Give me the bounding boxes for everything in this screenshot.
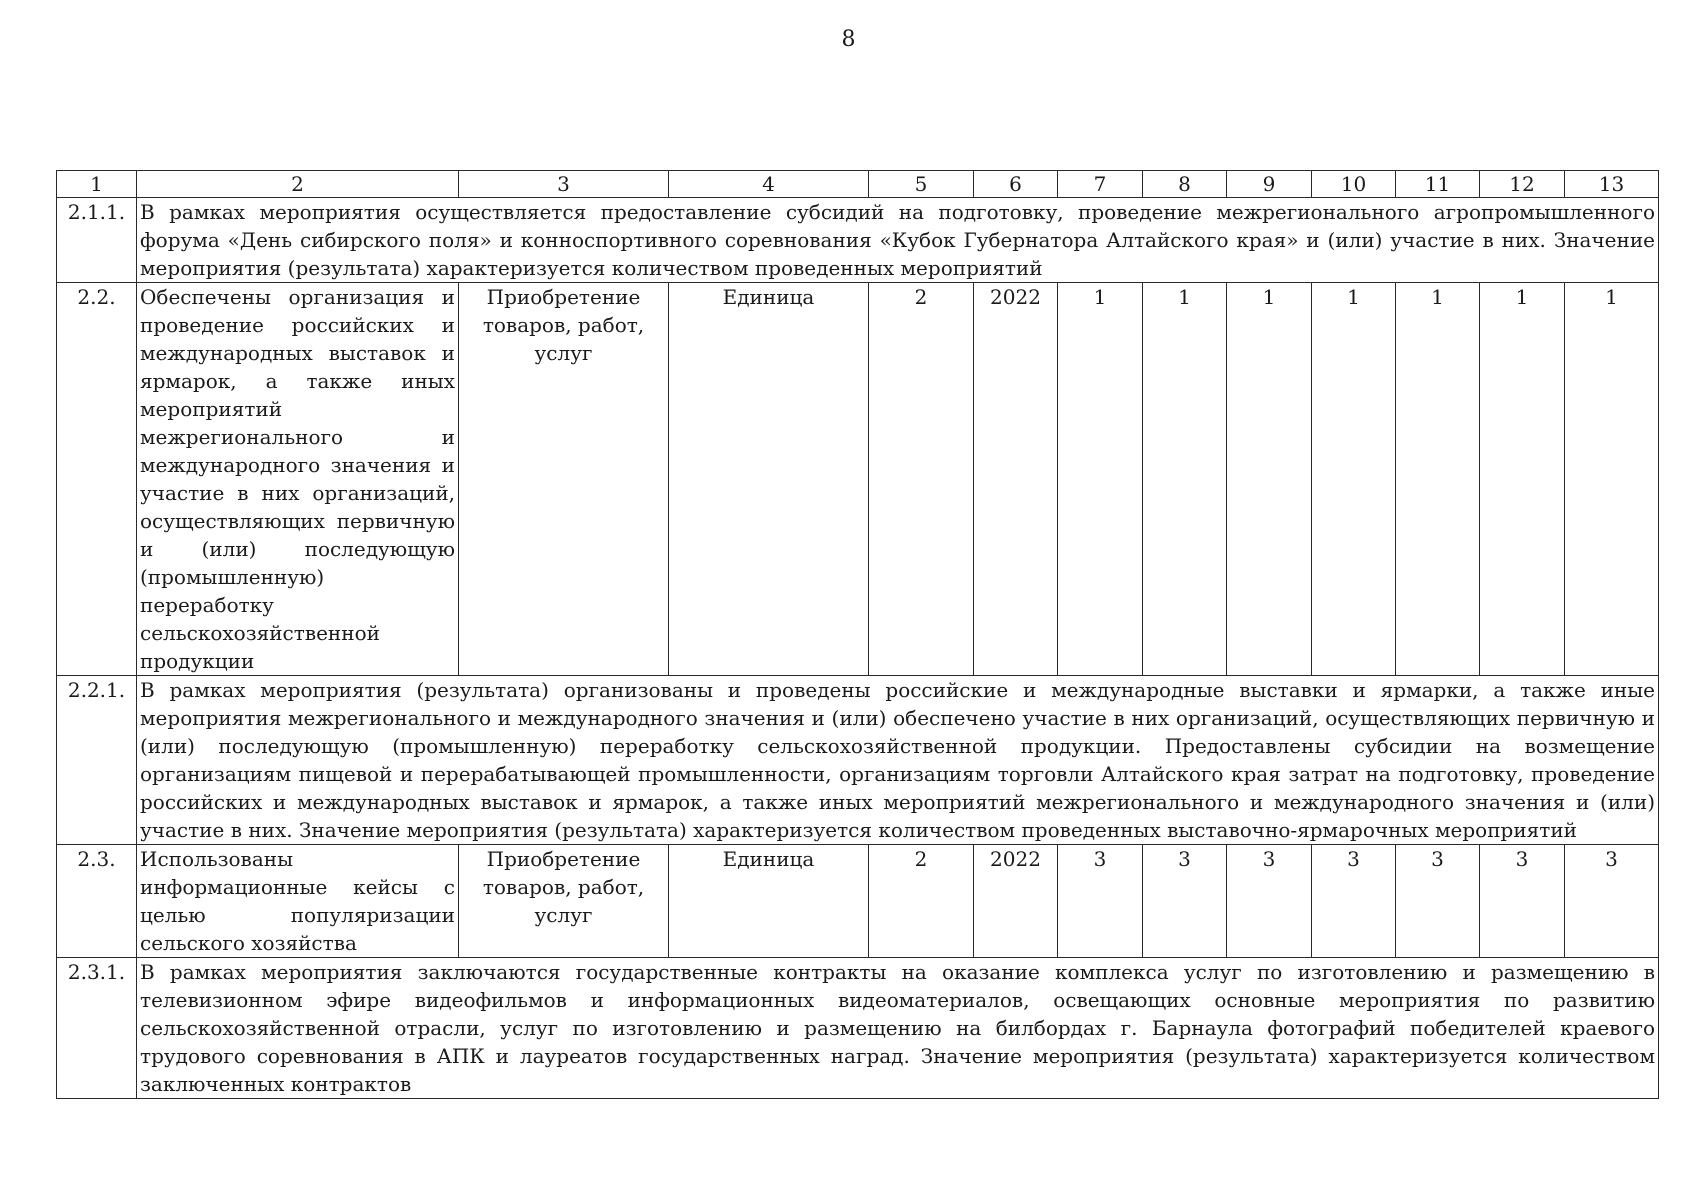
value-cell: 1 — [1227, 283, 1312, 676]
table-header-row — [57, 171, 1659, 198]
value-cell: 3 — [1565, 845, 1659, 958]
header-cell: 9 — [1227, 171, 1312, 198]
row-code: 2.2.1. — [57, 676, 137, 845]
year-cell: 2022 — [974, 845, 1058, 958]
value-cell: 3 — [1480, 845, 1565, 958]
value-cell: 1 — [1058, 283, 1143, 676]
measure-type: Приобретение товаров, работ, услуг — [459, 845, 669, 958]
value-cell: 3 — [1227, 845, 1312, 958]
value-cell: 2 — [869, 283, 974, 676]
row-description: В рамках мероприятия (результата) организованы и проведены российские и международные выставки и ярмарки, а также иные мероприятия межрегионального и международного значения и (или) обеспечено участие в них организаций, осуществляющих первичную и (или) последующую (промышленную) переработку сельскохозяйственной продукции. Предоставлены субсидии на возмещение организациям пищевой и перерабатывающей промышленности, организациям торговли Алтайского края затрат на подготовку, проведение российских и международных выставок и ярмарок, а также иных мероприятий межрегионального и международного значения и (или) участие в них. Значение мероприятия (результата) характеризуется количеством проведенных выставочно-ярмарочных мероприятий — [137, 676, 1659, 845]
page-number: 8 — [841, 27, 856, 52]
row-description: В рамках мероприятия заключаются государственные контракты на оказание комплекса услуг по изготовлению и размещению в телевизионном эфире видеофильмов и информационных видеоматериалов, освещающих основные мероприятия по развитию сельскохозяйственной отрасли, услуг по изготовлению и размещению на билбордах г. Барнаула фотографий победителей краевого трудового соревнования в АПК и лауреатов государственных наград. Значение мероприятия (результата) характеризуется количеством заключенных контрактов — [137, 958, 1659, 1099]
header-cell: 8 — [1143, 171, 1227, 198]
measure-unit: Единица — [669, 283, 869, 676]
header-cell: 2 — [137, 171, 459, 198]
header-cell: 13 — [1565, 171, 1659, 198]
measure-name: Обеспечены организация и проведение российских и международных выставок и ярмарок, а также иных мероприятий межрегионального и международного значения и участие в них организаций, осуществляющих первичную и (или) последующую (промышленную) переработку сельскохозяйственной продукции — [137, 283, 459, 676]
value-cell: 3 — [1143, 845, 1227, 958]
table-row — [57, 958, 1659, 1099]
row-code: 2.3. — [57, 845, 137, 958]
header-cell: 12 — [1480, 171, 1565, 198]
row-code: 2.2. — [57, 283, 137, 676]
measure-name: Использованы информационные кейсы с целью популяризации сельского хозяйства — [137, 845, 459, 958]
measure-unit: Единица — [669, 845, 869, 958]
row-code: 2.3.1. — [57, 958, 137, 1099]
value-cell: 1 — [1565, 283, 1659, 676]
measure-type: Приобретение товаров, работ, услуг — [459, 283, 669, 676]
header-cell: 3 — [459, 171, 669, 198]
header-cell: 1 — [57, 171, 137, 198]
header-cell: 4 — [669, 171, 869, 198]
row-description: В рамках мероприятия осуществляется предоставление субсидий на подготовку, проведение межрегионального агропромышленного форума «День сибирского поля» и конноспортивного соревнования «Кубок Губернатора Алтайского края» и (или) участие в них. Значение мероприятия (результата) характеризуется количеством проведенных мероприятий — [137, 198, 1659, 283]
header-cell: 5 — [869, 171, 974, 198]
header-cell: 11 — [1396, 171, 1480, 198]
value-cell: 1 — [1312, 283, 1396, 676]
measures-table — [56, 170, 1659, 1099]
year-cell: 2022 — [974, 283, 1058, 676]
value-cell: 1 — [1143, 283, 1227, 676]
value-cell: 3 — [1058, 845, 1143, 958]
header-cell: 6 — [974, 171, 1058, 198]
row-code: 2.1.1. — [57, 198, 137, 283]
table-row — [57, 198, 1659, 283]
table-row — [57, 845, 1659, 958]
value-cell: 1 — [1396, 283, 1480, 676]
value-cell: 1 — [1480, 283, 1565, 676]
value-cell: 3 — [1312, 845, 1396, 958]
header-cell: 10 — [1312, 171, 1396, 198]
table-row — [57, 676, 1659, 845]
header-cell: 7 — [1058, 171, 1143, 198]
value-cell: 2 — [869, 845, 974, 958]
table-row — [57, 283, 1659, 676]
value-cell: 3 — [1396, 845, 1480, 958]
